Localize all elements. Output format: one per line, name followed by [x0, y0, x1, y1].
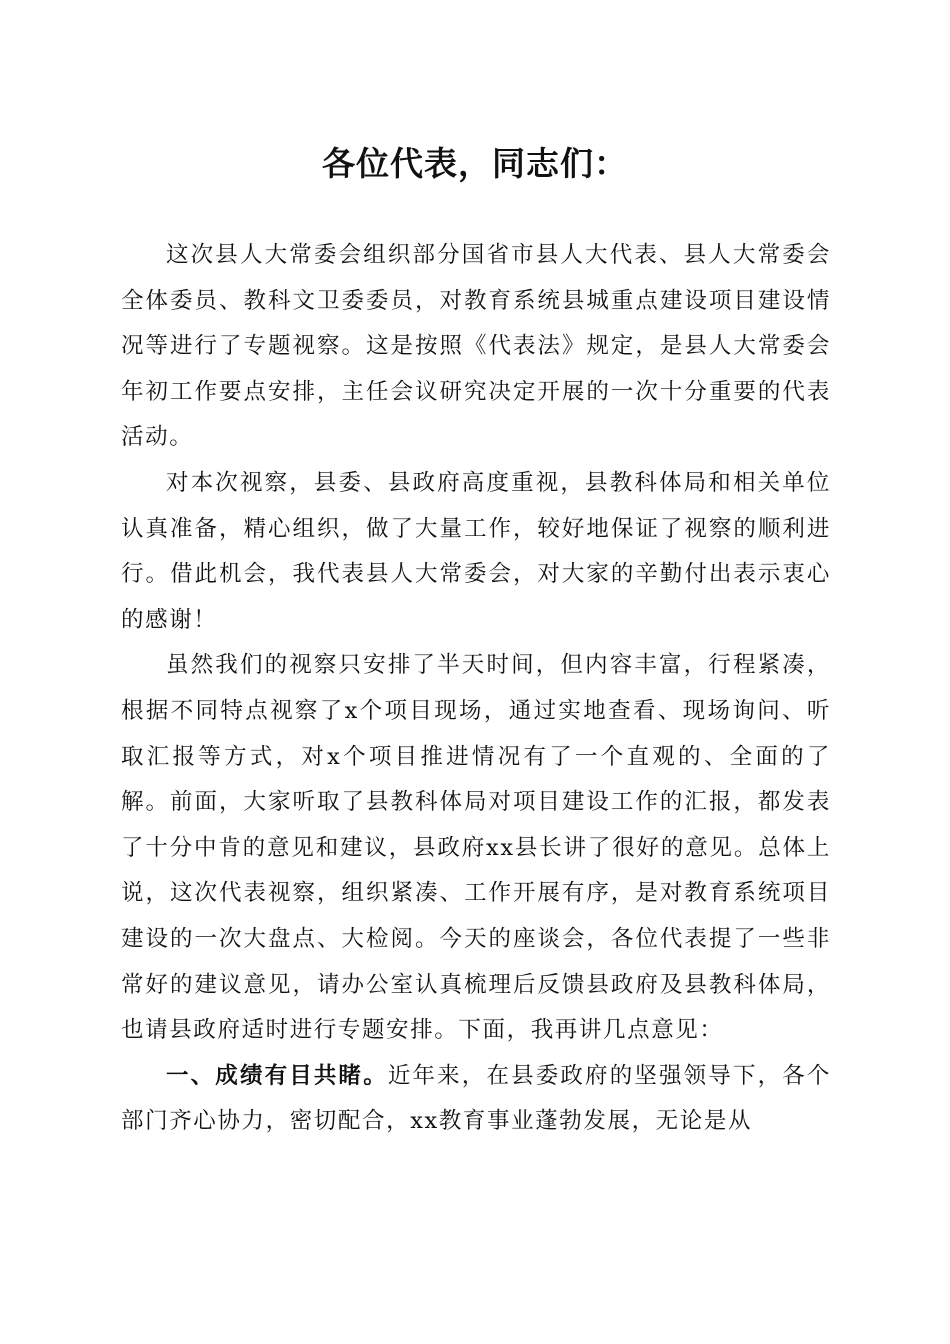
- paragraph-3: [121, 643, 831, 1053]
- paragraph-2-text: 对本次视察，县委、县政府高度重视，县教科体局和相关单位认真准备，精心组织，做了大量工作，较好地保证了视察的顺利进行。借此机会，我代表县人大常委会，对大家的辛勤付出表示衷心的感谢！: [121, 469, 831, 633]
- section-heading-1: 一、成绩有目共睹。: [166, 1062, 388, 1089]
- paragraph-3-text: 虽然我们的视察只安排了半天时间，但内容丰富，行程紧凑，根据不同特点视察了x个项目现场，通过实地查看、现场询问、听取汇报等方式，对x个项目推进情况有了一个直观的、全面的了解。前面，大家听取了县教科体局对项目建设工作的汇报，都发表了十分中肯的意见和建议，县政府xx县长讲了很好的意见。总体上说，这次代表视察，组织紧凑、工作开展有序，是对教育系统项目建设的一次大盘点、大检阅。今天的座谈会，各位代表提了一些非常好的建议意见，请办公室认真梳理后反馈县政府及县教科体局，也请县政府适时进行专题安排。下面，我再讲几点意见：: [121, 652, 831, 1044]
- paragraph-1: [121, 233, 831, 461]
- paragraph-1-text: 这次县人大常委会组织部分国省市县人大代表、县人大常委会全体委员、教科文卫委委员，对教育系统县城重点建设项目建设情况等进行了专题视察。这是按照《代表法》规定，是县人大常委会年初工作要点安排，主任会议研究决定开展的一次十分重要的代表活动。: [121, 242, 831, 451]
- paragraph-2: [121, 461, 831, 643]
- document-body: [121, 233, 831, 1145]
- paragraph-4: [121, 1054, 831, 1145]
- paragraph-4-text: 近年来，在县委政府的坚强领导下，各个部门齐心协力，密切配合，xx教育事业蓬勃发展，无论是从: [121, 1062, 831, 1135]
- page-title: 各位代表，同志们：: [322, 144, 628, 183]
